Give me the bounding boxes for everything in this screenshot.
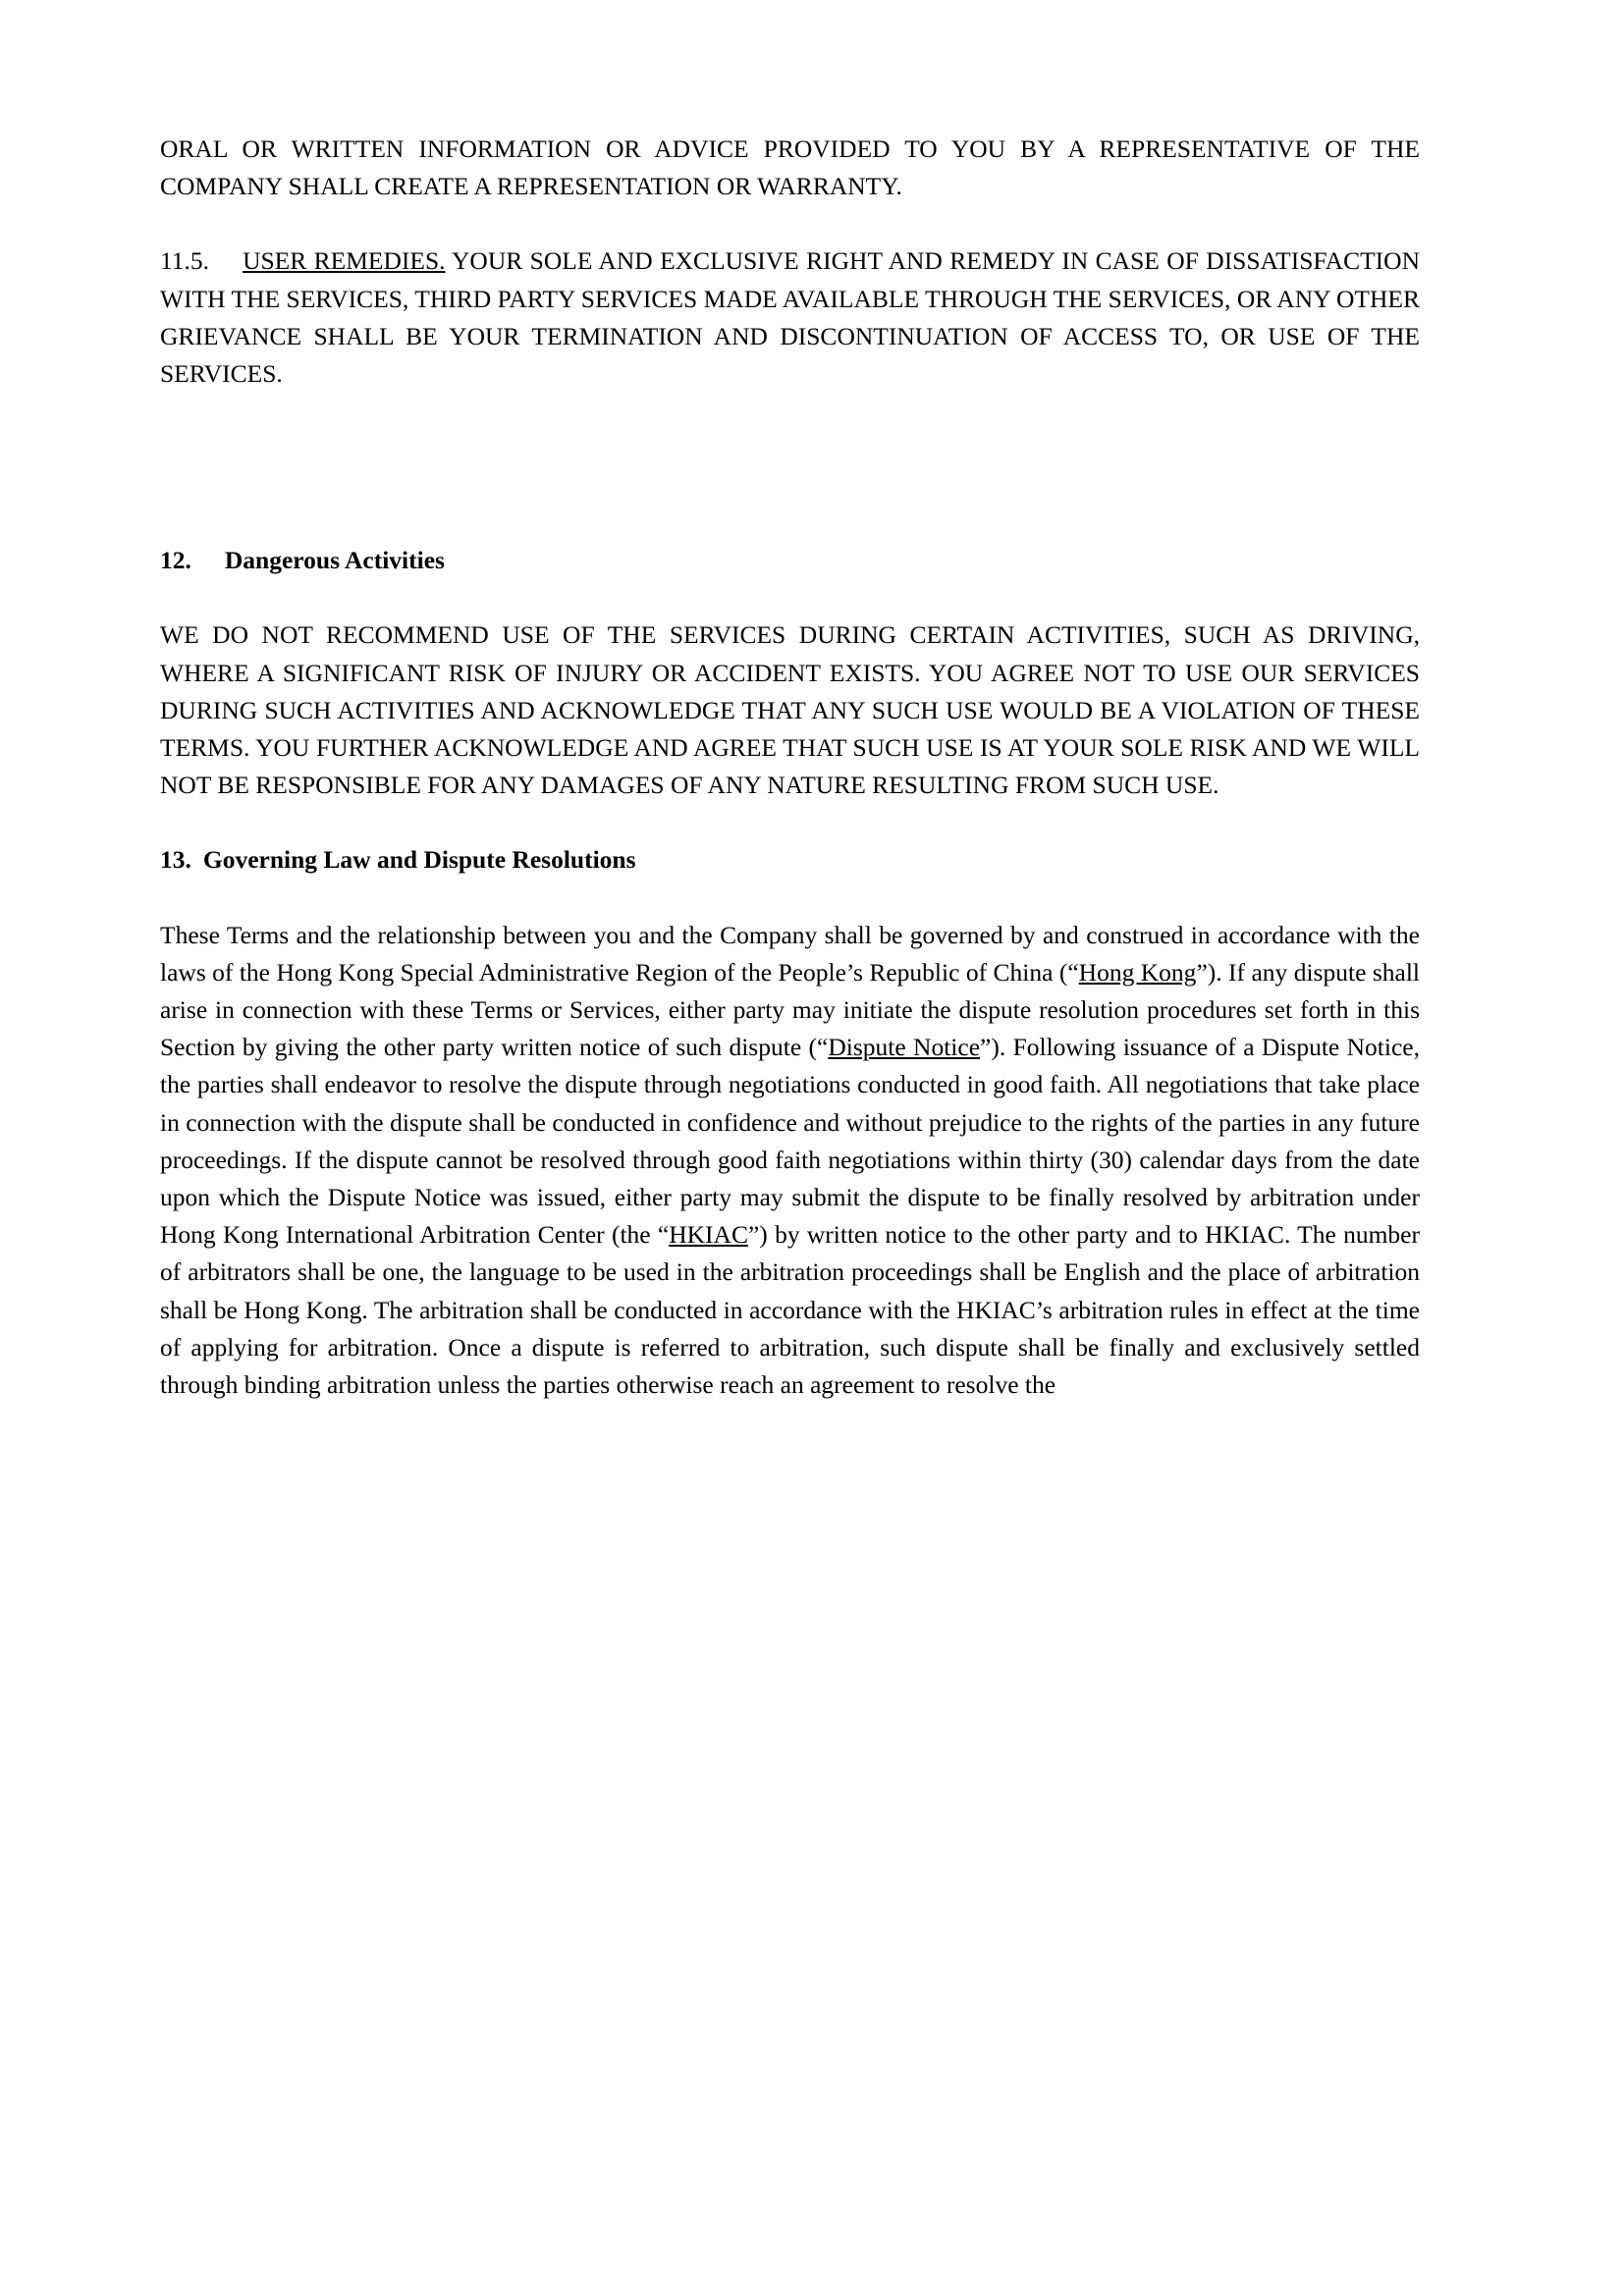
- paragraph-disclaimer-continuation: ORAL OR WRITTEN INFORMATION OR ADVICE PROVIDED TO YOU BY A REPRESENTATIVE OF THE COMPANY SHALL CREATE A REPRESENTATION OR WARRANTY.: [160, 134, 1420, 201]
- paragraph-user-remedies: [160, 242, 1420, 393]
- section-heading-12-title: Dangerous Activities: [224, 546, 445, 575]
- section-heading-13: [160, 841, 1420, 879]
- section-spacer-before-12: [160, 393, 1420, 542]
- clause-number-11-5: 11.5.: [160, 246, 210, 276]
- defined-term-dispute-notice: Dispute Notice: [828, 1033, 981, 1062]
- governing-law-segment-3: ”). Following issuance of a Dispute Notice, the parties shall endeavor to resolve the dispute through negotiations conducted in good faith. All negotiations that take place in connection with the dispute shall be conducted in confidence and without prejudice to the rights of the parties in any future proceedings. If the dispute cannot be resolved through good faith negotiations within thirty (30) calendar days from the date upon which the Dispute Notice was issued, either party may submit the dispute to be finally resolved by arbitration under Hong Kong International Arbitration Center (the “: [160, 1033, 1420, 1250]
- section-heading-13-number: 13.: [160, 845, 191, 875]
- section-heading-12-number: 12.: [160, 546, 191, 575]
- governing-law-segment-4: ”) by written notice to the other party and to HKIAC. The number of arbitrators shall be one, the language to be used in the arbitration proceedings shall be English and the place of arbitration shall be Hong Kong. The arbitration shall be conducted in accordance with the HKIAC’s arbitration rules in effect at the time of applying for arbitration. Once a dispute is referred to arbitration, such dispute shall be finally and exclusively settled through binding arbitration unless the parties otherwise reach an agreement to resolve the: [160, 1220, 1420, 1400]
- clause-11-5-text: YOUR SOLE AND EXCLUSIVE RIGHT AND REMEDY IN CASE OF DISSATISFACTION WITH THE SERVICES, THIRD PARTY SERVICES MADE AVAILABLE THROUGH THE SERVICES, OR ANY OTHER GRIEVANCE SHALL BE YOUR TERMINATION AND DISCONTINUATION OF ACCESS TO, OR USE OF THE SERVICES.: [160, 246, 1420, 389]
- defined-term-user-remedies: USER REMEDIES.: [243, 246, 446, 276]
- defined-term-hkiac: HKIAC: [669, 1220, 748, 1250]
- governing-law-segment-2: ”). If any dispute shall arise in connection with these Terms or Services, either party may initiate the dispute resolution procedures set forth in this Section by giving the other party written notice of such dispute (“: [160, 957, 1420, 1062]
- document-text-column: [160, 131, 1420, 1404]
- section-spacer-before-13: [160, 804, 1420, 841]
- paragraph-governing-law: [160, 917, 1420, 1405]
- section-heading-13-title: Governing Law and Dispute Resolutions: [202, 845, 636, 875]
- heading-spacer-13: [160, 880, 1420, 917]
- governing-law-segment-1: These Terms and the relationship between you and the Company shall be governed by and construed in accordance with the laws of the Hong Kong Special Administrative Region of the People’s Republic of China (“: [160, 920, 1420, 987]
- heading-spacer-12: [160, 579, 1420, 616]
- paragraph-spacer: [160, 205, 1420, 242]
- paragraph-dangerous-activities: WE DO NOT RECOMMEND USE OF THE SERVICES DURING CERTAIN ACTIVITIES, SUCH AS DRIVING, WHERE A SIGNIFICANT RISK OF INJURY OR ACCIDENT EXISTS. YOU AGREE NOT TO USE OUR SERVICES DURING SUCH ACTIVITIES AND ACKNOWLEDGE THAT ANY SUCH USE WOULD BE A VIOLATION OF THESE TERMS. YOU FURTHER ACKNOWLEDGE AND AGREE THAT SUCH USE IS AT YOUR SOLE RISK AND WE WILL NOT BE RESPONSIBLE FOR ANY DAMAGES OF ANY NATURE RESULTING FROM SUCH USE.: [160, 620, 1420, 800]
- defined-term-hong-kong: Hong Kong: [1078, 957, 1197, 987]
- section-heading-12: [160, 542, 1420, 579]
